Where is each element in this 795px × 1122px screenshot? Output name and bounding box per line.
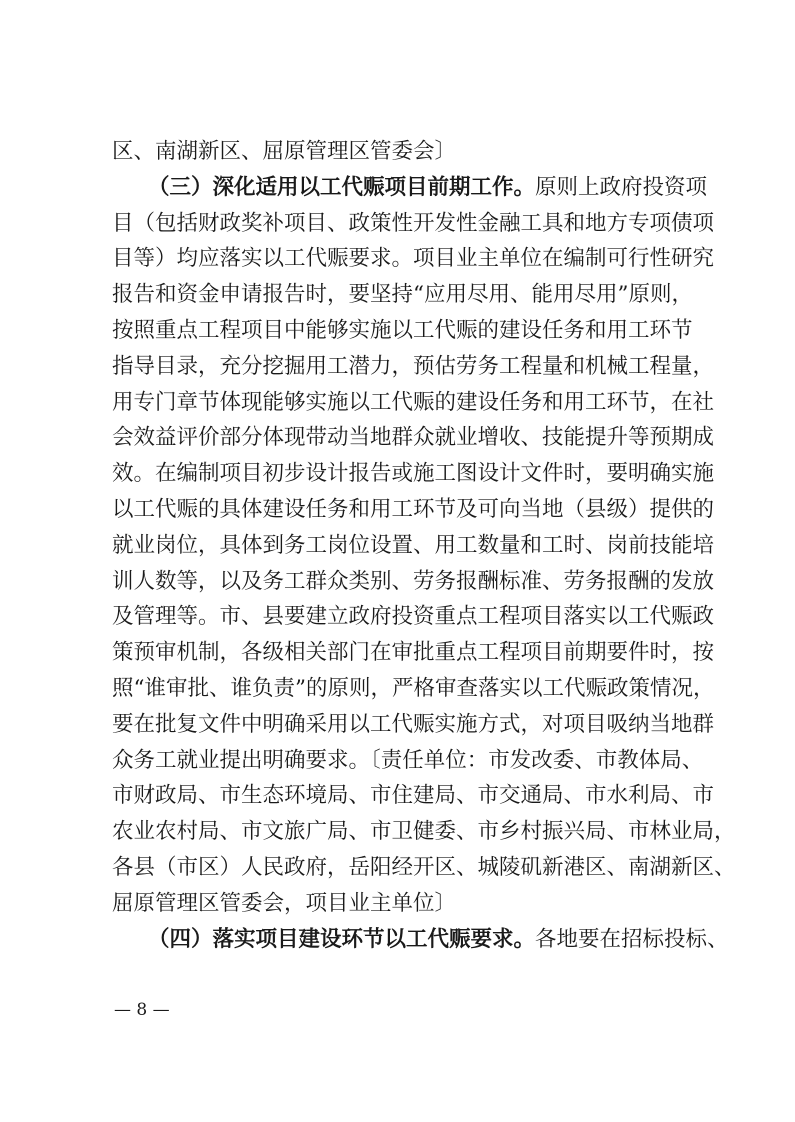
heading-bold: （三）深化适用以工代赈项目前期工作。 <box>148 174 536 200</box>
document-body <box>112 134 736 957</box>
text-line: 以工代赈的具体建设任务和用工环节及可向当地（县级）提供的 <box>112 496 715 522</box>
heading-text: 各地要在招标投标、 <box>535 926 729 952</box>
text-line: 农业农村局、市文旅广局、市卫健委、市乡村振兴局、市林业局， <box>112 819 736 845</box>
text-line: 及管理等。市、县要建立政府投资重点工程项目落实以工代赈政 <box>112 604 715 630</box>
text-line: 策预审机制，各级相关部门在审批重点工程项目前期要件时，按 <box>112 640 715 666</box>
text-line: 就业岗位，具体到务工岗位设置、用工数量和工时、岗前技能培 <box>112 532 715 558</box>
section-heading-3 <box>112 170 708 206</box>
text-line: 目等）均应落实以工代赈要求。项目业主单位在编制可行性研究 <box>112 246 715 272</box>
text-line: 会效益评价部分体现带动当地群众就业增收、技能提升等预期成 <box>112 425 715 451</box>
page-number: — 8 — <box>114 1000 170 1020</box>
text-line: 训人数等，以及务工群众类别、劳务报酬标准、劳务报酬的发放 <box>112 568 715 594</box>
heading-text: 原则上政府投资项 <box>535 174 708 200</box>
text-line: 报告和资金申请报告时，要坚持“应用尽用、能用尽用”原则， <box>112 282 693 308</box>
text-line: 按照重点工程项目中能够实施以工代赈的建设任务和用工环节 <box>112 317 693 343</box>
text-line: 效。在编制项目初步设计报告或施工图设计文件时，要明确实施 <box>112 461 715 487</box>
text-line: 指导目录，充分挖掘用工潜力，预估劳务工程量和机械工程量， <box>112 353 715 379</box>
text-line: 用专门章节体现能够实施以工代赈的建设任务和用工环节，在社 <box>112 389 715 415</box>
text-line: 众务工就业提出明确要求。〔责任单位：市发改委、市教体局、 <box>112 747 704 773</box>
text-line: 要在批复文件中明确采用以工代赈实施方式，对项目吸纳当地群 <box>112 711 715 737</box>
text-line: 屈原管理区管委会，项目业主单位〕 <box>112 890 457 916</box>
text-line: 各县（市区）人民政府，岳阳经开区、城陵矶新港区、南湖新区、 <box>112 854 736 880</box>
text-line: 照“谁审批、谁负责”的原则，严格审查落实以工代赈政策情况， <box>112 675 715 701</box>
heading-bold: （四）落实项目建设环节以工代赈要求。 <box>148 926 536 952</box>
section-heading-4 <box>112 922 729 958</box>
text-line: 区、南湖新区、屈原管理区管委会〕 <box>112 139 457 164</box>
text-line: 目（包括财政奖补项目、政策性开发性金融工具和地方专项债项 <box>112 210 715 236</box>
text-line: 市财政局、市生态环境局、市住建局、市交通局、市水利局、市 <box>112 783 715 809</box>
